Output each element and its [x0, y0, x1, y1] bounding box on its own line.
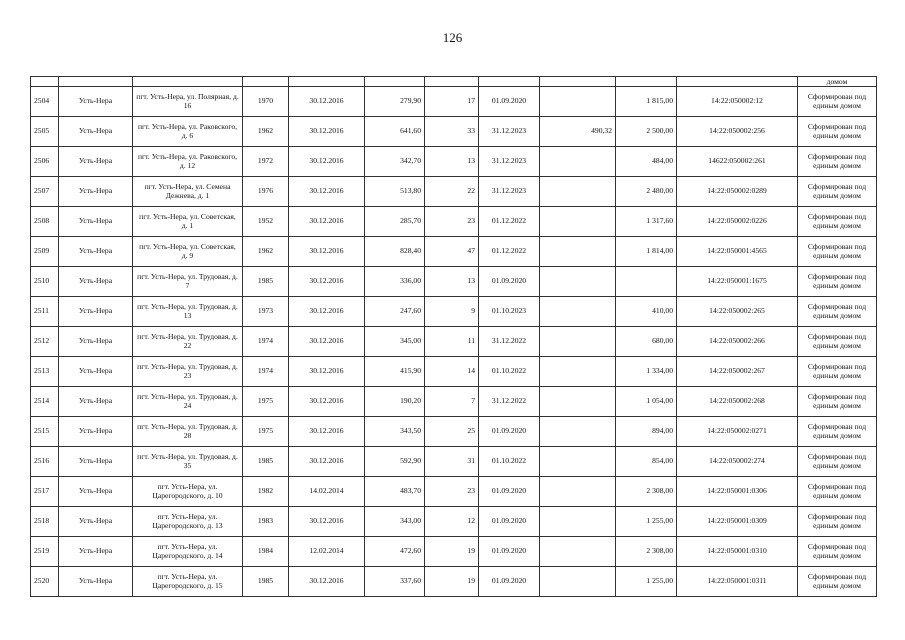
cell-date	[289, 77, 365, 87]
table-row	[31, 387, 877, 417]
cell-extra	[540, 267, 616, 297]
cell-num: 2519	[31, 537, 59, 567]
cell-date: 30.12.2016	[289, 237, 365, 267]
cell-locality: Усть-Нера	[59, 87, 133, 117]
cell-num: 2514	[31, 387, 59, 417]
cell-fund: Сформирован под единым домом	[798, 417, 877, 447]
cell-apts: 19	[425, 567, 479, 597]
cell-apts: 23	[425, 207, 479, 237]
cell-apts: 13	[425, 267, 479, 297]
cell-year: 1983	[243, 507, 289, 537]
cell-extra	[540, 447, 616, 477]
cell-date: 30.12.2016	[289, 267, 365, 297]
table-row	[31, 417, 877, 447]
table-row-continuation	[31, 77, 877, 87]
cell-cost: 854,00	[616, 447, 677, 477]
cell-year: 1982	[243, 477, 289, 507]
cell-cost: 1 255,00	[616, 507, 677, 537]
cell-locality: Усть-Нера	[59, 387, 133, 417]
cell-address: пгт. Усть-Нера, ул. Советская, д. 9	[133, 237, 243, 267]
cell-cost: 894,00	[616, 417, 677, 447]
cell-extra	[540, 417, 616, 447]
cell-num: 2518	[31, 507, 59, 537]
cell-date: 30.12.2016	[289, 417, 365, 447]
cell-year: 1985	[243, 267, 289, 297]
cell-deadline: 01.09.2020	[479, 267, 540, 297]
cell-cadastral: 14:22:050002:274	[677, 447, 798, 477]
cell-locality: Усть-Нера	[59, 177, 133, 207]
cell-apts: 33	[425, 117, 479, 147]
cell-address: пгт. Усть-Нера, ул. Трудовая, д. 35	[133, 447, 243, 477]
cell-year: 1974	[243, 327, 289, 357]
page-number: 126	[442, 30, 463, 45]
cell-address: пгт. Усть-Нера, ул. Раковского, д. 6	[133, 117, 243, 147]
cell-apts: 14	[425, 357, 479, 387]
cell-extra	[540, 477, 616, 507]
cell-year: 1974	[243, 357, 289, 387]
cell-deadline: 01.09.2020	[479, 477, 540, 507]
cell-extra	[540, 327, 616, 357]
cell-deadline: 31.12.2022	[479, 387, 540, 417]
cell-area: 828,40	[365, 237, 425, 267]
cell-num: 2508	[31, 207, 59, 237]
cell-extra: 490,32	[540, 117, 616, 147]
cell-area: 641,60	[365, 117, 425, 147]
cell-deadline: 01.09.2020	[479, 87, 540, 117]
cell-year: 1952	[243, 207, 289, 237]
cell-deadline: 01.12.2022	[479, 207, 540, 237]
cell-cadastral: 14:22:050001:0310	[677, 537, 798, 567]
table-row	[31, 87, 877, 117]
cell-cadastral: 14:22:050002:266	[677, 327, 798, 357]
table-body	[31, 77, 877, 597]
cell-fund: Сформирован под единым домом	[798, 297, 877, 327]
cell-date: 30.12.2016	[289, 207, 365, 237]
cell-num: 2510	[31, 267, 59, 297]
cell-extra	[540, 387, 616, 417]
cell-num: 2507	[31, 177, 59, 207]
cell-area: 343,50	[365, 417, 425, 447]
cell-date: 30.12.2016	[289, 567, 365, 597]
cell-num: 2509	[31, 237, 59, 267]
cell-date: 30.12.2016	[289, 507, 365, 537]
cell-year	[243, 77, 289, 87]
cell-cost: 1 334,00	[616, 357, 677, 387]
cell-deadline: 31.12.2023	[479, 177, 540, 207]
cell-cadastral: 14:22:050002:12	[677, 87, 798, 117]
cell-num: 2516	[31, 447, 59, 477]
cell-apts: 25	[425, 417, 479, 447]
cell-locality: Усть-Нера	[59, 417, 133, 447]
cell-extra	[540, 357, 616, 387]
cell-cost: 2 308,00	[616, 477, 677, 507]
cell-cadastral: 14:22:050002:268	[677, 387, 798, 417]
cell-extra	[540, 507, 616, 537]
cell-year: 1985	[243, 447, 289, 477]
cell-num	[31, 77, 59, 87]
cell-year: 1985	[243, 567, 289, 597]
cell-area: 513,80	[365, 177, 425, 207]
cell-address: пгт. Усть-Нера, ул. Трудовая, д. 22	[133, 327, 243, 357]
cell-extra	[540, 77, 616, 87]
cell-year: 1962	[243, 117, 289, 147]
table-row	[31, 537, 877, 567]
cell-year: 1976	[243, 177, 289, 207]
cell-apts: 23	[425, 477, 479, 507]
cell-cost	[616, 267, 677, 297]
cell-address: пгт. Усть-Нера, ул. Семена Дежнева, д. 1	[133, 177, 243, 207]
cell-extra	[540, 147, 616, 177]
cell-extra	[540, 537, 616, 567]
cell-address	[133, 77, 243, 87]
cell-address: пгт. Усть-Нера, ул. Раковского, д. 12	[133, 147, 243, 177]
cell-cadastral: 14622:050002:261	[677, 147, 798, 177]
cell-area: 247,60	[365, 297, 425, 327]
cell-num: 2511	[31, 297, 59, 327]
cell-date: 14.02.2014	[289, 477, 365, 507]
cell-cost: 1 054,00	[616, 387, 677, 417]
cell-cadastral: 14:22:050001:0306	[677, 477, 798, 507]
cell-date: 30.12.2016	[289, 147, 365, 177]
cell-fund: Сформирован под единым домом	[798, 477, 877, 507]
cell-deadline: 31.12.2023	[479, 147, 540, 177]
table-row	[31, 507, 877, 537]
cell-extra	[540, 87, 616, 117]
cell-date: 30.12.2016	[289, 387, 365, 417]
cell-extra	[540, 297, 616, 327]
cell-date: 30.12.2016	[289, 117, 365, 147]
cell-year: 1962	[243, 237, 289, 267]
cell-deadline: 01.10.2022	[479, 357, 540, 387]
cell-apts: 11	[425, 327, 479, 357]
cell-address: пгт. Усть-Нера, ул. Трудовая, д. 24	[133, 387, 243, 417]
cell-date: 30.12.2016	[289, 297, 365, 327]
cell-deadline: 01.09.2020	[479, 537, 540, 567]
cell-area: 415,90	[365, 357, 425, 387]
cell-cadastral: 14:22:050001:4565	[677, 237, 798, 267]
cell-deadline: 01.09.2020	[479, 507, 540, 537]
cell-cost: 2 308,00	[616, 537, 677, 567]
cell-deadline: 01.10.2022	[479, 447, 540, 477]
cell-cost: 1 255,00	[616, 567, 677, 597]
cell-apts: 7	[425, 387, 479, 417]
cell-fund: Сформирован под единым домом	[798, 327, 877, 357]
cell-area: 285,70	[365, 207, 425, 237]
cell-num: 2517	[31, 477, 59, 507]
cell-extra	[540, 207, 616, 237]
cell-locality	[59, 77, 133, 87]
cell-date: 30.12.2016	[289, 357, 365, 387]
cell-locality: Усть-Нера	[59, 147, 133, 177]
cell-locality: Усть-Нера	[59, 237, 133, 267]
cell-address: пгт. Усть-Нера, ул. Полярная, д. 16	[133, 87, 243, 117]
table-row	[31, 447, 877, 477]
cell-fund: Сформирован под единым домом	[798, 567, 877, 597]
cell-locality: Усть-Нера	[59, 267, 133, 297]
table-row	[31, 477, 877, 507]
table-row	[31, 207, 877, 237]
cell-num: 2512	[31, 327, 59, 357]
cell-extra	[540, 177, 616, 207]
cell-address: пгт. Усть-Нера, ул. Царегородского, д. 13	[133, 507, 243, 537]
table-row	[31, 297, 877, 327]
cell-apts: 19	[425, 537, 479, 567]
cell-apts: 47	[425, 237, 479, 267]
cell-address: пгт. Усть-Нера, ул. Трудовая, д. 7	[133, 267, 243, 297]
cell-cadastral: 14:22:050001:0311	[677, 567, 798, 597]
cell-apts: 12	[425, 507, 479, 537]
cell-cost: 680,00	[616, 327, 677, 357]
cell-area: 592,90	[365, 447, 425, 477]
cell-apts	[425, 77, 479, 87]
cell-fund: Сформирован под единым домом	[798, 207, 877, 237]
table-row	[31, 357, 877, 387]
cell-cadastral: 14:22:050002:0226	[677, 207, 798, 237]
cell-cadastral: 14:22:050002:0271	[677, 417, 798, 447]
cell-fund: Сформирован под единым домом	[798, 537, 877, 567]
cell-area: 279,90	[365, 87, 425, 117]
cell-area	[365, 77, 425, 87]
cell-deadline	[479, 77, 540, 87]
table-row	[31, 267, 877, 297]
cell-fund: Сформирован под единым домом	[798, 387, 877, 417]
cell-num: 2515	[31, 417, 59, 447]
cell-cost: 1 814,00	[616, 237, 677, 267]
cell-date: 30.12.2016	[289, 87, 365, 117]
cell-cost: 484,00	[616, 147, 677, 177]
cell-locality: Усть-Нера	[59, 207, 133, 237]
cell-area: 342,70	[365, 147, 425, 177]
cell-apts: 22	[425, 177, 479, 207]
cell-deadline: 31.12.2023	[479, 117, 540, 147]
cell-fund: Сформирован под единым домом	[798, 117, 877, 147]
cell-num: 2505	[31, 117, 59, 147]
cell-locality: Усть-Нера	[59, 477, 133, 507]
cell-fund: Сформирован под единым домом	[798, 147, 877, 177]
cell-deadline: 01.12.2022	[479, 237, 540, 267]
table-row	[31, 177, 877, 207]
cell-date: 30.12.2016	[289, 177, 365, 207]
cell-date: 30.12.2016	[289, 447, 365, 477]
table-row	[31, 147, 877, 177]
cell-fund: домом	[798, 77, 877, 87]
cell-deadline: 01.09.2020	[479, 567, 540, 597]
cell-apts: 9	[425, 297, 479, 327]
cell-num: 2513	[31, 357, 59, 387]
cell-address: пгт. Усть-Нера, ул. Царегородского, д. 10	[133, 477, 243, 507]
cell-year: 1970	[243, 87, 289, 117]
cell-year: 1984	[243, 537, 289, 567]
cell-cadastral: 14:22:050002:265	[677, 297, 798, 327]
cell-cost: 2 480,00	[616, 177, 677, 207]
cell-locality: Усть-Нера	[59, 297, 133, 327]
cell-cost	[616, 77, 677, 87]
cell-fund: Сформирован под единым домом	[798, 237, 877, 267]
table-row	[31, 327, 877, 357]
cell-date: 12.02.2014	[289, 537, 365, 567]
cell-cost: 2 500,00	[616, 117, 677, 147]
cell-locality: Усть-Нера	[59, 117, 133, 147]
table-row	[31, 237, 877, 267]
cell-address: пгт. Усть-Нера, ул. Трудовая, д. 28	[133, 417, 243, 447]
cell-area: 472,60	[365, 537, 425, 567]
cell-locality: Усть-Нера	[59, 327, 133, 357]
cell-cadastral: 14:22:050001:0309	[677, 507, 798, 537]
cell-year: 1973	[243, 297, 289, 327]
cell-extra	[540, 237, 616, 267]
cell-cadastral: 14:22:050002:267	[677, 357, 798, 387]
cell-locality: Усть-Нера	[59, 567, 133, 597]
cell-area: 337,60	[365, 567, 425, 597]
cell-deadline: 01.10.2023	[479, 297, 540, 327]
cell-cadastral: 14:22:050001:1675	[677, 267, 798, 297]
cell-address: пгт. Усть-Нера, ул. Царегородского, д. 15	[133, 567, 243, 597]
cell-cost: 1 317,60	[616, 207, 677, 237]
cell-cost: 1 815,00	[616, 87, 677, 117]
cell-fund: Сформирован под единым домом	[798, 447, 877, 477]
cell-locality: Усть-Нера	[59, 537, 133, 567]
cell-deadline: 31.12.2022	[479, 327, 540, 357]
housing-registry-table	[30, 76, 877, 597]
cell-num: 2520	[31, 567, 59, 597]
cell-locality: Усть-Нера	[59, 447, 133, 477]
cell-year: 1975	[243, 417, 289, 447]
cell-num: 2504	[31, 87, 59, 117]
cell-apts: 31	[425, 447, 479, 477]
cell-num: 2506	[31, 147, 59, 177]
cell-locality: Усть-Нера	[59, 357, 133, 387]
cell-cadastral: 14:22:050002:0289	[677, 177, 798, 207]
cell-address: пгт. Усть-Нера, ул. Трудовая, д. 13	[133, 297, 243, 327]
table-row	[31, 567, 877, 597]
cell-area: 345,00	[365, 327, 425, 357]
cell-area: 190,20	[365, 387, 425, 417]
cell-cost: 410,00	[616, 297, 677, 327]
table-row	[31, 117, 877, 147]
cell-apts: 13	[425, 147, 479, 177]
cell-area: 483,70	[365, 477, 425, 507]
cell-locality: Усть-Нера	[59, 507, 133, 537]
cell-apts: 17	[425, 87, 479, 117]
cell-address: пгт. Усть-Нера, ул. Трудовая, д. 23	[133, 357, 243, 387]
cell-extra	[540, 567, 616, 597]
cell-area: 336,00	[365, 267, 425, 297]
cell-fund: Сформирован под единым домом	[798, 267, 877, 297]
cell-fund: Сформирован под единым домом	[798, 507, 877, 537]
cell-address: пгт. Усть-Нера, ул. Советская, д. 1	[133, 207, 243, 237]
cell-cadastral	[677, 77, 798, 87]
cell-year: 1975	[243, 387, 289, 417]
cell-date: 30.12.2016	[289, 327, 365, 357]
cell-year: 1972	[243, 147, 289, 177]
cell-fund: Сформирован под единым домом	[798, 87, 877, 117]
cell-area: 343,00	[365, 507, 425, 537]
cell-address: пгт. Усть-Нера, ул. Царегородского, д. 14	[133, 537, 243, 567]
cell-fund: Сформирован под единым домом	[798, 177, 877, 207]
cell-fund: Сформирован под единым домом	[798, 357, 877, 387]
cell-deadline: 01.09.2020	[479, 417, 540, 447]
cell-cadastral: 14:22:050002:256	[677, 117, 798, 147]
